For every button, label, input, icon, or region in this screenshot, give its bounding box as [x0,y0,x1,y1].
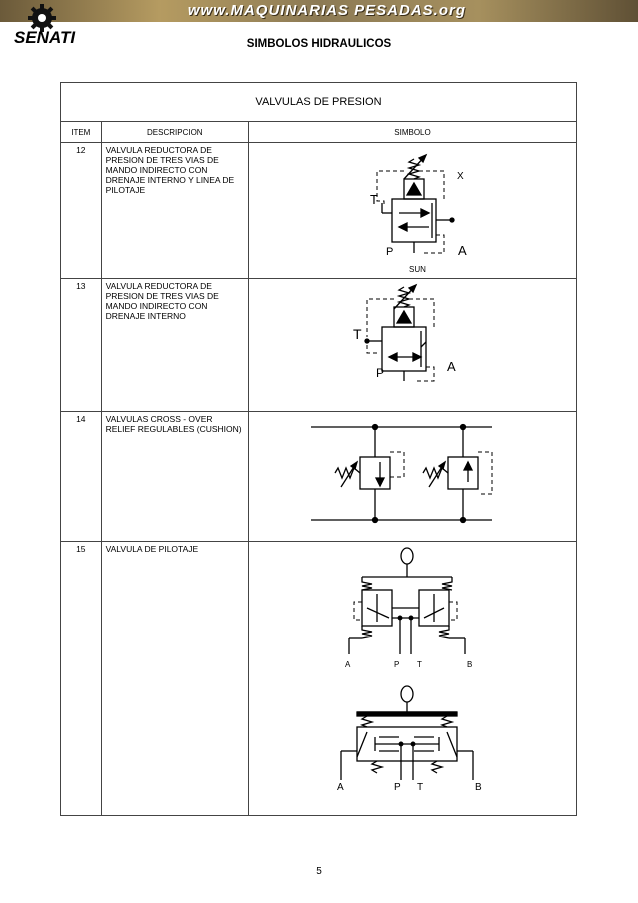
symbol-cell [249,279,577,412]
document-title: SIMBOLOS HIDRAULICOS [246,38,392,50]
item-description: VALVULA REDUCTORA DE PRESION DE TRES VIAS DE MANDO INDIRECTO CON DRENAJE INTERNO [101,279,248,412]
site-name: www.MAQUINARIAS PESADAS.org [187,2,466,19]
table-row [61,542,577,816]
reducing-valve-internal-drain-symbol [249,279,576,409]
senati-logo-text: SENATI [14,28,76,47]
port-label-a: A [458,243,467,258]
item-description: VALVULA DE PILOTAJE [101,542,248,816]
page-number: 5 [316,866,322,877]
port-label-p: P [376,366,385,380]
table-row [61,143,577,279]
symbol-cell [249,412,577,542]
port-label-a: A [447,359,456,374]
header-symbol: SIMBOLO [249,122,577,143]
port-label-p: P [394,782,401,793]
item-number: 15 [61,542,102,816]
symbol-cell [249,143,577,279]
header-banner [0,0,638,22]
reducing-valve-pilot-line-symbol [249,143,576,276]
item-number: 12 [61,143,102,279]
table-row [61,279,577,412]
header-description: DESCRIPCION [101,122,248,143]
header-item: ITEM [61,122,102,143]
port-label-b: B [467,660,473,669]
pilot-valve-symbol [249,542,576,813]
port-label-a: A [345,660,351,669]
port-label-p: P [386,246,394,258]
port-label-t: T [370,192,378,207]
port-label-t: T [417,782,424,793]
port-label-a: A [337,782,344,793]
port-label-x: X [457,171,464,182]
item-description: VALVULAS CROSS - OVER RELIEF REGULABLES (CUSHION) [101,412,248,542]
table-row [61,412,577,542]
top-label: SUN [409,265,426,274]
symbol-cell [249,542,577,816]
port-label-b: B [475,782,482,793]
port-label-p: P [394,660,400,669]
pressure-valves-table [60,82,577,816]
port-label-t: T [417,660,422,669]
port-label-t: T [353,326,362,342]
item-number: 13 [61,279,102,412]
item-description: VALVULA REDUCTORA DE PRESION DE TRES VIAS DE MANDO INDIRECTO CON DRENAJE INTERNO Y LINEA DE PILOTAJE [101,143,248,279]
cross-over-relief-symbol [249,412,576,539]
table-title: VALVULAS DE PRESION [61,83,577,122]
table-header-row [61,122,577,143]
item-number: 14 [61,412,102,542]
